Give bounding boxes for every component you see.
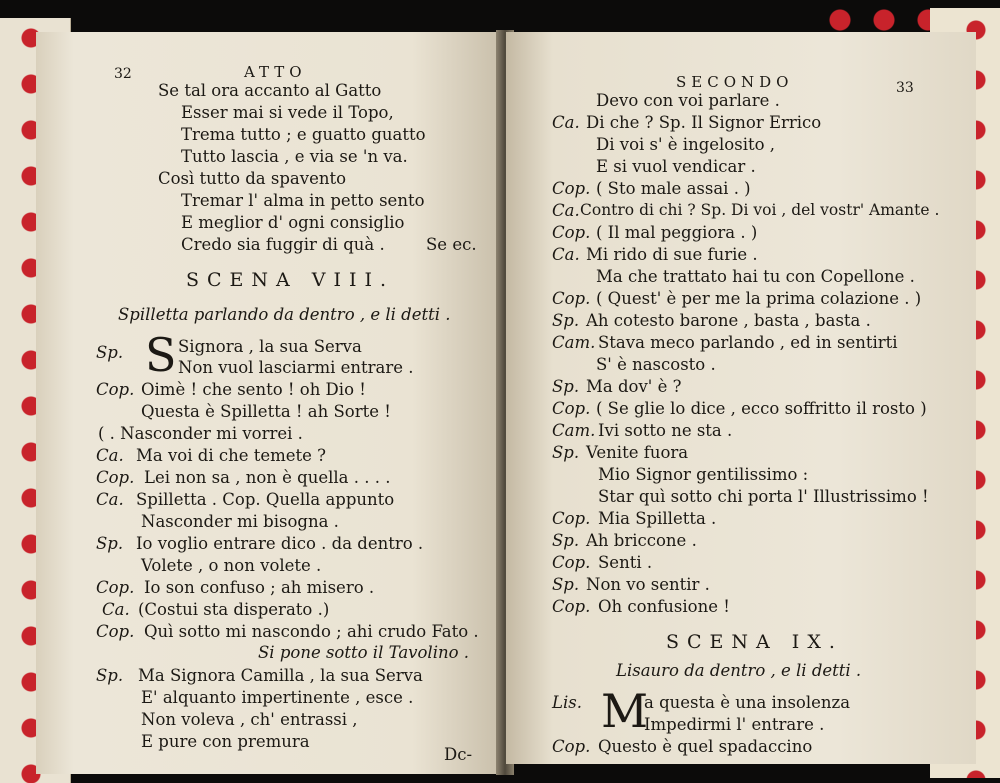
speaker-tag: Ca.: [552, 113, 580, 132]
dialogue-line: ( Quest' è per me la prima colazione . ): [596, 289, 922, 308]
right-page: [506, 32, 976, 764]
scene-title-ix: SCENA IX.: [666, 631, 843, 653]
dialogue-line: Non vo sentir .: [586, 575, 710, 594]
dialogue-line: Ma che trattato hai tu con Copellone .: [596, 267, 915, 286]
dialogue-line: ( Se glie lo dice , ecco soffritto il rosto ): [596, 399, 927, 418]
speaker-tag: Sp.: [552, 443, 580, 462]
speaker-tag: Cop.: [96, 622, 135, 641]
dialogue-line: Di voi s' è ingelosito ,: [596, 135, 776, 154]
dialogue-line: Questo è quel spadaccino: [598, 737, 813, 756]
dialogue-line: Ah cotesto barone , basta , basta .: [586, 311, 871, 330]
scene-direction-ix: Lisauro da dentro , e li detti .: [616, 661, 862, 680]
dialogue-line: Questa è Spilletta ! ah Sorte !: [141, 402, 391, 421]
dialogue-line: Ma voi di che temete ?: [136, 446, 327, 465]
drop-cap-s: S: [145, 328, 177, 382]
verse-line: Così tutto da spavento: [158, 169, 347, 188]
verse-line: E meglior d' ogni consiglio: [181, 213, 405, 232]
speaker-tag: Sp.: [552, 311, 580, 330]
dialogue-line: Ma dov' è ?: [586, 377, 682, 396]
dialogue-line: Signora , la sua Serva: [178, 337, 362, 356]
scene-direction-viii: Spilletta parlando da dentro , e li detti .: [118, 305, 451, 324]
dialogue-line: Mia Spilletta .: [598, 509, 717, 528]
speaker-tag: Ca.: [552, 201, 580, 220]
speaker-tag: Cop.: [96, 380, 135, 399]
dialogue-line: Stava meco parlando , ed in sentirti: [598, 333, 898, 352]
dialogue-line: Io voglio entrare dico . da dentro .: [136, 534, 424, 553]
dialogue-line: Contro di chi ? Sp. Di voi , del vostr' Amante .: [580, 201, 940, 219]
dialogue-line: Oh confusione !: [598, 597, 730, 616]
verse-line: Credo sia fuggir di quà .: [181, 235, 385, 254]
dialogue-line: Spilletta . Cop. Quella appunto: [136, 490, 395, 509]
speaker-tag: Cop.: [552, 223, 591, 242]
speaker-tag: Ca.: [96, 446, 124, 465]
verse-line: Tutto lascia , e via se 'n va.: [181, 147, 408, 166]
page-number-left: 32: [114, 66, 132, 82]
speaker-tag: Sp.: [552, 575, 580, 594]
speaker-tag: Ca.: [96, 490, 124, 509]
speaker-tag: Sp.: [96, 343, 124, 362]
dialogue-line: Oimè ! che sento ! oh Dio !: [141, 380, 366, 399]
dialogue-line: Devo con voi parlare .: [596, 91, 780, 110]
dialogue-line: ( Sto male assai . ): [596, 179, 751, 198]
speaker-tag: Cop.: [552, 399, 591, 418]
dialogue-line: a questa è una insolenza: [644, 693, 851, 712]
dialogue-line: Volete , o non volete .: [141, 556, 322, 575]
left-page: [36, 32, 506, 774]
speaker-tag: Sp.: [552, 531, 580, 550]
dialogue-line: Nasconder mi bisogna .: [141, 512, 339, 531]
running-head-left: ATTO: [244, 63, 307, 81]
verse-line: Tremar l' alma in petto sento: [181, 191, 425, 210]
speaker-tag: Cam.: [552, 421, 596, 440]
speaker-tag: Sp.: [96, 666, 124, 685]
verse-repeat-mark: Se ec.: [426, 235, 477, 254]
speaker-tag: Sp.: [552, 377, 580, 396]
dialogue-line: Lei non sa , non è quella . . . .: [144, 468, 391, 487]
verse-line: Se tal ora accanto al Gatto: [158, 81, 382, 100]
dialogue-line: ( . Nasconder mi vorrei .: [98, 424, 303, 443]
speaker-tag: Cop.: [552, 289, 591, 308]
dialogue-line: Quì sotto mi nascondo ; ahi crudo Fato .: [144, 622, 479, 641]
dialogue-line: Mio Signor gentilissimo :: [598, 465, 809, 484]
dialogue-line: Ivi sotto ne sta .: [598, 421, 733, 440]
dialogue-line: Di che ? Sp. Il Signor Errico: [586, 113, 822, 132]
dialogue-line: E si vuol vendicar .: [596, 157, 756, 176]
speaker-tag: Cop.: [552, 597, 591, 616]
speaker-tag: Cop.: [552, 509, 591, 528]
dialogue-line: Impedirmi l' entrare .: [644, 715, 825, 734]
scene-title-viii: SCENA VIII.: [186, 269, 395, 291]
dialogue-line: Mi rido di sue furie .: [586, 245, 758, 264]
speaker-tag: Sp.: [96, 534, 124, 553]
speaker-tag: Cop.: [552, 179, 591, 198]
speaker-tag: Cop.: [552, 553, 591, 572]
speaker-tag: Ca.: [102, 600, 130, 619]
running-head-right: SECONDO: [676, 73, 794, 91]
speaker-tag: Lis.: [552, 693, 582, 712]
speaker-tag: Cop.: [96, 468, 135, 487]
catchword: Dc-: [444, 745, 473, 764]
dialogue-line: E pure con premura: [141, 732, 310, 751]
dialogue-line: Senti .: [598, 553, 653, 572]
dialogue-line: Ma Signora Camilla , la sua Serva: [138, 666, 423, 685]
drop-cap-m: M: [601, 684, 649, 738]
verse-line: Esser mai si vede il Topo,: [181, 103, 394, 122]
speaker-tag: Cop.: [552, 737, 591, 756]
dialogue-line: Non vuol lasciarmi entrare .: [178, 358, 414, 377]
dialogue-line: E' alquanto impertinente , esce .: [141, 688, 414, 707]
speaker-tag: Cam.: [552, 333, 596, 352]
dialogue-line: Star quì sotto chi porta l' Illustrissimo !: [598, 487, 929, 506]
dialogue-line: Ah briccone .: [586, 531, 697, 550]
dialogue-line: Non voleva , ch' entrassi ,: [141, 710, 358, 729]
dialogue-line: Venite fuora: [586, 443, 689, 462]
stage-direction: Si pone sotto il Tavolino .: [258, 643, 470, 662]
speaker-tag: Cop.: [96, 578, 135, 597]
dialogue-line: (Costui sta disperato .): [138, 600, 330, 619]
speaker-tag: Ca.: [552, 245, 580, 264]
dialogue-line: S' è nascosto .: [596, 355, 716, 374]
dialogue-line: Io son confuso ; ah misero .: [144, 578, 375, 597]
dialogue-line: ( Il mal peggiora . ): [596, 223, 758, 242]
verse-line: Trema tutto ; e guatto guatto: [181, 125, 426, 144]
page-number-right: 33: [896, 80, 914, 96]
